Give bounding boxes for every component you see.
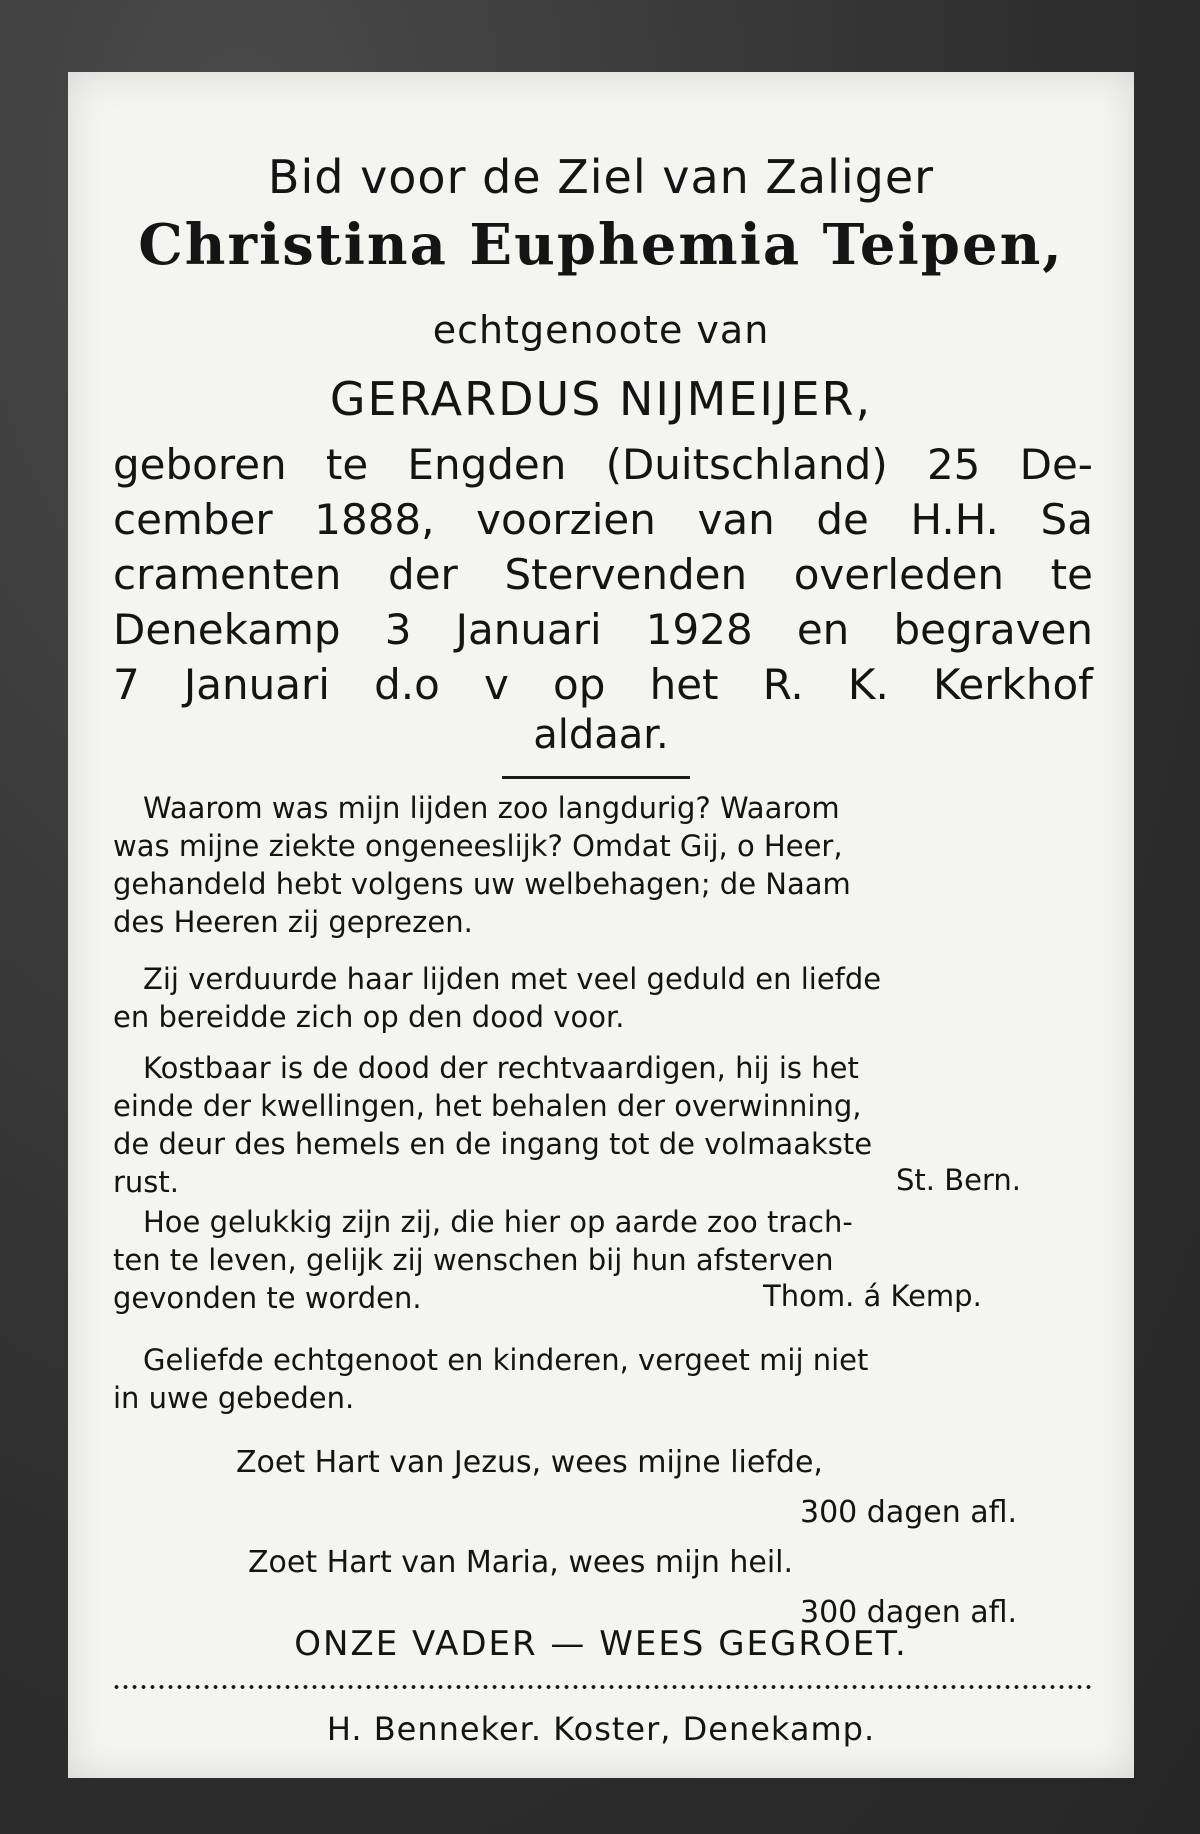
spouse-intro: echtgenoote van bbox=[432, 308, 770, 352]
meditation-line: ten te leven, gelijk zij wenschen bij hun afsterven bbox=[113, 1243, 834, 1277]
biography-word: K. bbox=[847, 660, 889, 709]
biography-line bbox=[113, 437, 1093, 492]
biography-word: de bbox=[816, 495, 869, 544]
meditation-line: Geliefde echtgenoot en kinderen, vergeet mij niet bbox=[143, 1343, 869, 1377]
biography-word: Januari bbox=[455, 605, 602, 654]
divider-rule bbox=[502, 776, 690, 779]
biography-word: Stervenden bbox=[504, 550, 748, 599]
card-heading: Bid voor de Ziel van Zaliger bbox=[267, 150, 935, 204]
biography-word: cember bbox=[113, 495, 273, 544]
biography-last-line: aldaar. bbox=[533, 712, 669, 758]
printer-credit: H. Benneker. Koster, Denekamp. bbox=[326, 1710, 876, 1748]
meditation-line: was mijne ziekte ongeneeslijk? Omdat Gij, o Heer, bbox=[113, 829, 843, 863]
biography-word: te bbox=[325, 440, 369, 489]
quote-source-kempis: Thom. á Kemp. bbox=[763, 1279, 982, 1313]
meditation-line: Waarom was mijn lijden zoo langdurig? Waarom bbox=[143, 791, 840, 825]
biography-line bbox=[113, 547, 1093, 602]
biography-word: (Duitschland) bbox=[605, 440, 888, 489]
biography-word: R. bbox=[762, 660, 804, 709]
biography-word: De- bbox=[1019, 440, 1093, 489]
memorial-card bbox=[68, 72, 1134, 1778]
meditation-line: einde der kwellingen, het behalen der overwinning, bbox=[113, 1089, 862, 1123]
indulgence-days-maria: 300 dagen afl. bbox=[800, 1595, 1018, 1630]
biography-word: te bbox=[1050, 550, 1093, 599]
dotted-divider bbox=[112, 1684, 1092, 1690]
biography-word: voorzien bbox=[476, 495, 656, 544]
meditation-paragraph-2 bbox=[113, 960, 1093, 1036]
biography-word: geboren bbox=[113, 440, 287, 489]
biography-line bbox=[113, 492, 1093, 547]
meditation-line: in uwe gebeden. bbox=[113, 1381, 355, 1415]
biography-word: Engden bbox=[407, 440, 567, 489]
biography-word: 3 bbox=[384, 605, 412, 654]
meditation-line: Zij verduurde haar lijden met veel geduld en liefde bbox=[143, 962, 882, 996]
closing-prayer: ONZE VADER — WEES GEGROET. bbox=[294, 1624, 908, 1664]
biography-word: 25 bbox=[926, 440, 981, 489]
biography-word: op bbox=[553, 660, 606, 709]
meditation-paragraph-5 bbox=[113, 1341, 1093, 1417]
biography-word: en bbox=[796, 605, 850, 654]
biography-word: der bbox=[388, 550, 458, 599]
deceased-name: Christina Euphemia Teipen, bbox=[138, 212, 1064, 278]
biography-word: begraven bbox=[893, 605, 1093, 654]
meditation-line: Kostbaar is de dood der rechtvaardigen, hij is het bbox=[143, 1051, 859, 1085]
biography-line bbox=[113, 657, 1093, 712]
spouse-name: GERARDUS NIJMEIJER, bbox=[329, 372, 873, 426]
meditation-line: en bereidde zich op den dood voor. bbox=[113, 1000, 625, 1034]
biography-word: van bbox=[697, 495, 775, 544]
biography-word: het bbox=[649, 660, 719, 709]
indulgence-invocation-maria: Zoet Hart van Maria, wees mijn heil. bbox=[248, 1545, 794, 1580]
meditation-paragraph-1 bbox=[113, 789, 1093, 941]
biography-word: 7 bbox=[113, 660, 140, 709]
meditation-line: des Heeren zij geprezen. bbox=[113, 905, 473, 939]
biography-word: cramenten bbox=[113, 550, 342, 599]
quote-source-bernard: St. Bern. bbox=[896, 1163, 1021, 1197]
biography-word: v bbox=[484, 660, 509, 709]
meditation-line: rust. bbox=[113, 1165, 180, 1199]
biography-word: 1888, bbox=[314, 495, 435, 544]
biography-word: Kerkhof bbox=[932, 660, 1093, 709]
biography-word: 1928 bbox=[645, 605, 753, 654]
biography-word: d.o bbox=[374, 660, 440, 709]
meditation-line: gehandeld hebt volgens uw welbehagen; de Naam bbox=[113, 867, 851, 901]
indulgence-invocation-jezus: Zoet Hart van Jezus, wees mijne liefde, bbox=[236, 1445, 823, 1480]
biography-line bbox=[113, 602, 1093, 657]
meditation-line: Hoe gelukkig zijn zij, die hier op aarde zoo trach- bbox=[143, 1205, 853, 1239]
biography-word: Sa bbox=[1040, 495, 1093, 544]
biography-word: overleden bbox=[793, 550, 1005, 599]
indulgence-days-jezus: 300 dagen afl. bbox=[800, 1495, 1018, 1530]
biography-word: Januari bbox=[183, 660, 330, 709]
biography bbox=[113, 437, 1093, 712]
biography-word: Denekamp bbox=[113, 605, 341, 654]
biography-word: H.H. bbox=[910, 495, 999, 544]
meditation-line: gevonden te worden. bbox=[113, 1281, 422, 1315]
meditation-line: de deur des hemels en de ingang tot de volmaakste bbox=[113, 1127, 873, 1161]
